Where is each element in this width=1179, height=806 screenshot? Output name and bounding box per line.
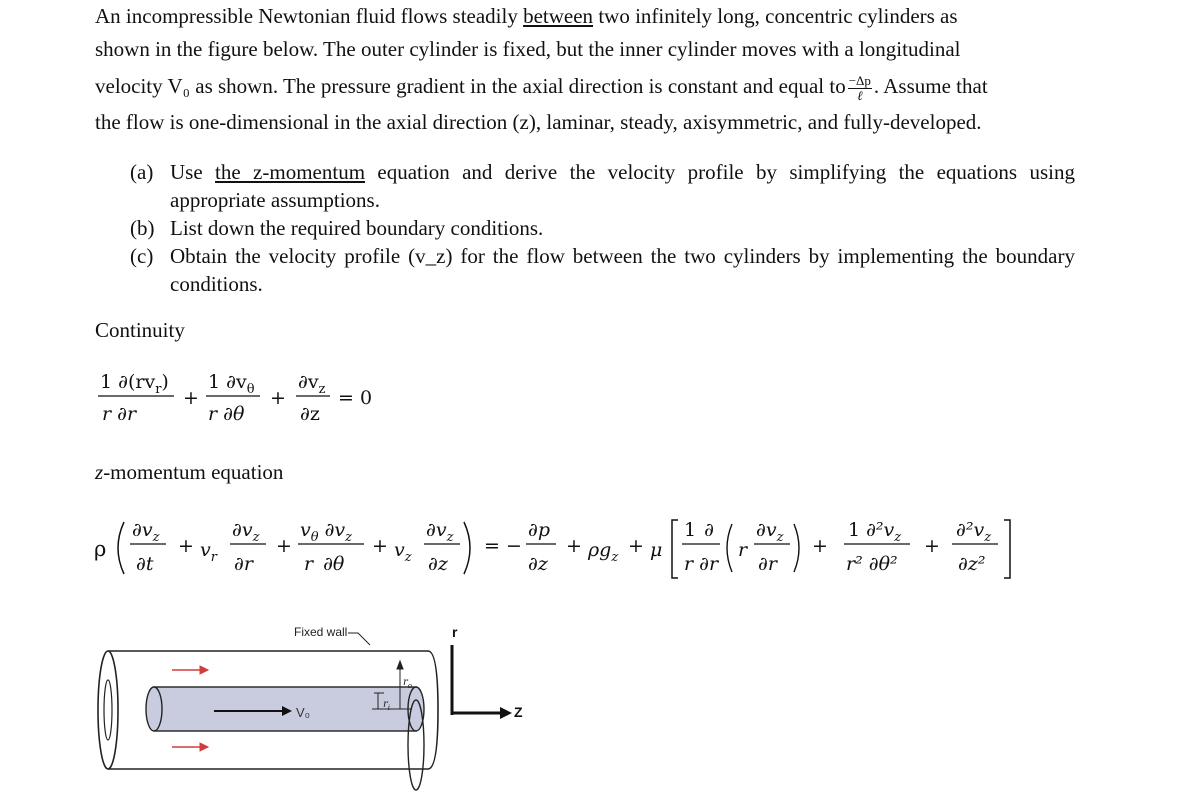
- ri-label: $r_i$: [383, 699, 391, 712]
- rhs-r-dr: r ∂r: [684, 553, 719, 575]
- z-momentum-equation: [92, 508, 1022, 588]
- problem-line-3: velocity V₀ as shown. The pressure gradient in the axial direction is constant and equal to $\frac{-\Delta p}{\text{ℓ}}$ . Assume that: [95, 72, 988, 103]
- rhs-plus-4: +: [924, 535, 940, 557]
- lhs-plus-3: +: [372, 535, 388, 557]
- rhs-dp-num: ∂p: [528, 519, 550, 541]
- pressure-gradient-fraction: $\frac{-\Delta p}{\text{ℓ}}$: [848, 72, 871, 103]
- continuity-equation: [90, 362, 390, 432]
- problem-statement: [95, 0, 1075, 139]
- coordinate-axes: [452, 624, 523, 720]
- r-axis-label: r: [452, 624, 458, 640]
- lhs-dvz-dz-num: $\partial v_z$: [426, 519, 454, 545]
- rhs-plus-3: +: [812, 535, 828, 557]
- fixed-wall-label: Fixed wall: [294, 625, 348, 639]
- task-list: [130, 158, 1075, 298]
- v0-label: V₀: [296, 705, 311, 720]
- lhs-dvz-dz-den: ∂z: [428, 553, 448, 575]
- task-c: (c) Obtain the velocity profile (v_z) for the flow between the two cylinders by implementing the boundary conditions.: [130, 244, 1075, 296]
- rhs-inner-num: $\partial v_z$: [756, 519, 784, 545]
- lhs-dvz-dt-num: $\partial v_z$: [132, 519, 160, 545]
- problem-line-4: the flow is one-dimensional in the axial direction (z), laminar, steady, axisymmetric, and fully-developed.: [95, 110, 982, 134]
- cont-term1-den: r ∂r: [102, 403, 137, 425]
- ro-label: $r_o$: [403, 677, 412, 690]
- cont-equals: = 0: [338, 387, 373, 409]
- continuity-heading: Continuity: [95, 318, 185, 342]
- cont-term3-num: $\partial v_z$: [298, 371, 326, 397]
- rhs-term2-num: 1 $\partial^2v_z$: [848, 519, 902, 545]
- rhs-rho-gz: $\rho g_z$: [588, 539, 619, 565]
- cont-term2-den: r ∂θ: [208, 403, 245, 425]
- problem-line-2: shown in the figure below. The outer cylinder is fixed, but the inner cylinder moves with a longitudinal: [95, 37, 961, 61]
- lhs-plus-1: +: [178, 535, 194, 557]
- rhs-mu: μ: [650, 539, 663, 561]
- lhs-dvz-dt-den: ∂t: [136, 553, 154, 575]
- cont-plus-1: +: [183, 387, 199, 409]
- minus-sign: −: [506, 535, 522, 557]
- problem-line-1: An incompressible Newtonian fluid flows steadily between two infinitely long, concentric cylinders as: [95, 4, 958, 28]
- rhs-r-factor: r: [738, 539, 748, 561]
- lhs-vr: $v_r$: [200, 539, 217, 565]
- cont-term3-den: ∂z: [300, 403, 320, 425]
- lhs-plus-2: +: [276, 535, 292, 557]
- rhs-term3-den: ∂z²: [958, 553, 986, 575]
- lhs-vtheta-den: r ∂θ: [304, 553, 345, 575]
- rhs-term2-den: r² ∂θ²: [846, 553, 898, 575]
- equals-sign: =: [484, 535, 500, 557]
- rhs-one-partial: 1 ∂: [684, 519, 714, 541]
- rho-symbol: ρ: [94, 537, 107, 561]
- rhs-plus-2: +: [628, 535, 644, 557]
- lhs-vtheta-num: $v_\theta$ $\partial v_z$: [300, 519, 352, 545]
- cont-term2-num: 1 $\partial v_\theta$: [208, 371, 255, 397]
- rhs-dp-den: ∂z: [528, 553, 548, 575]
- cont-plus-2: +: [270, 387, 286, 409]
- task-b: (b) List down the required boundary conditions.: [130, 216, 544, 240]
- rhs-plus-1: +: [566, 535, 582, 557]
- z-momentum-heading: z-momentum equation: [95, 460, 284, 484]
- rhs-inner-den: ∂r: [758, 553, 777, 575]
- lhs-dvz-dr-den: ∂r: [234, 553, 253, 575]
- cont-term1-num: 1 $\partial(rv_r)$: [100, 371, 169, 397]
- lhs-vz: $v_z$: [394, 539, 412, 565]
- task-a: (a) Use the z-momentum equation and derive the velocity profile by simplifying the equations using appropriate assumptions.: [130, 160, 1075, 212]
- rhs-term3-num: $\partial^2v_z$: [956, 519, 992, 545]
- lhs-dvz-dr-num: $\partial v_z$: [232, 519, 260, 545]
- cylinder-figure: [90, 615, 550, 800]
- z-axis-label: Z: [514, 704, 523, 720]
